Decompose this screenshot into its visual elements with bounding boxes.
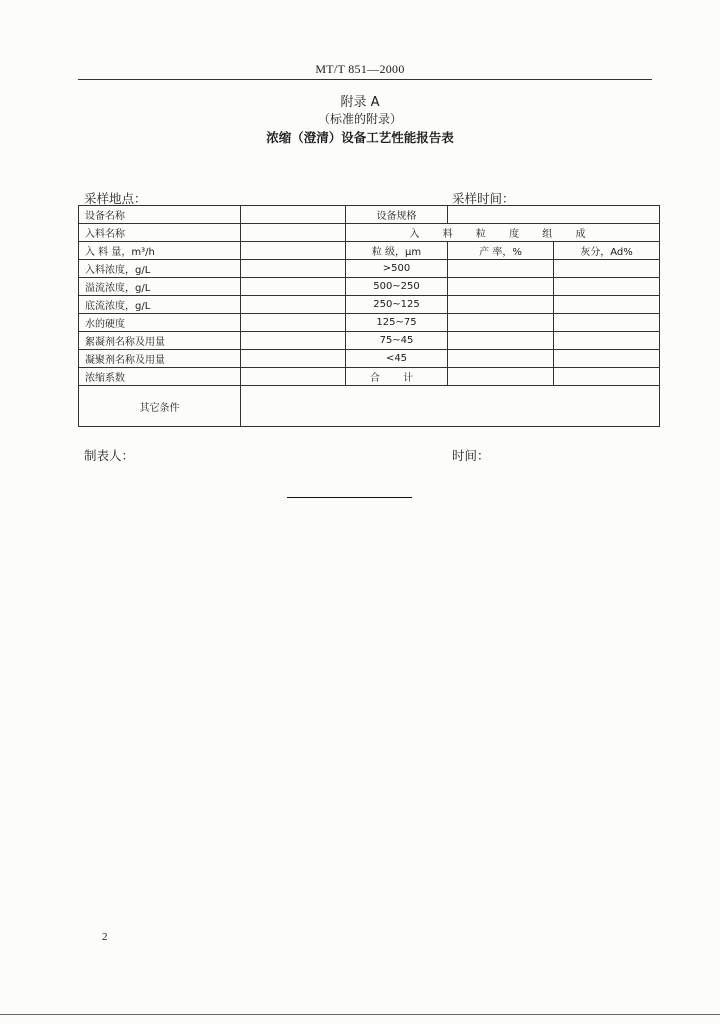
appendix-type: （标准的附录） (317, 112, 402, 126)
table-row (79, 278, 660, 296)
yield-cell (448, 314, 554, 332)
yield-cell (448, 332, 554, 350)
feed-size-composition-text: 入 料 粒 度 组 成 (409, 229, 596, 240)
value-equipment-spec (448, 206, 660, 224)
table-row (79, 296, 660, 314)
bottom-edge-rule (0, 1014, 720, 1015)
row-value (241, 260, 346, 278)
row-label: 浓缩系数 (79, 368, 241, 386)
size-class: 75~45 (346, 332, 448, 350)
row-value (241, 278, 346, 296)
prepared-by-label: 制表人： (84, 448, 135, 463)
row-label: 絮凝剂名称及用量 (79, 332, 241, 350)
value-equipment-name (241, 206, 346, 224)
yield-cell (448, 368, 554, 386)
table-row (79, 332, 660, 350)
process-performance-table (78, 205, 660, 427)
column-header-size: 粒 级，μm (346, 242, 448, 260)
column-header-ash: 灰分，Ad% (554, 242, 660, 260)
label-equipment-spec: 设备规格 (346, 206, 448, 224)
row-value (241, 368, 346, 386)
row-label: 入料浓度，g/L (79, 260, 241, 278)
row-label: 底流浓度，g/L (79, 296, 241, 314)
ash-cell (554, 368, 660, 386)
table-row (79, 206, 660, 224)
yield-cell (448, 296, 554, 314)
row-label: 凝聚剂名称及用量 (79, 350, 241, 368)
date-label: 时间： (452, 448, 490, 463)
size-class: 500~250 (346, 278, 448, 296)
table-row (79, 260, 660, 278)
table-row (79, 242, 660, 260)
row-value (241, 296, 346, 314)
header-rule (78, 79, 652, 80)
row-value (241, 314, 346, 332)
ash-cell (554, 278, 660, 296)
label-equipment-name: 设备名称 (79, 206, 241, 224)
form-title: 浓缩（澄清）设备工艺性能报告表 (266, 130, 454, 145)
label-other-conditions: 其它条件 (79, 386, 241, 427)
sampling-site-label: 采样地点： (84, 191, 147, 206)
size-class: 125~75 (346, 314, 448, 332)
size-class: >500 (346, 260, 448, 278)
ash-cell (554, 296, 660, 314)
table-row (79, 224, 660, 242)
value-feed-volume (241, 242, 346, 260)
row-value (241, 332, 346, 350)
label-feed-name: 入料名称 (79, 224, 241, 242)
page-number: 2 (102, 931, 108, 943)
table-row (79, 350, 660, 368)
row-label: 溢流浓度，g/L (79, 278, 241, 296)
yield-cell (448, 278, 554, 296)
size-total-text: 合 计 (369, 373, 424, 384)
yield-cell (448, 350, 554, 368)
size-class: <45 (346, 350, 448, 368)
ash-cell (554, 332, 660, 350)
ash-cell (554, 350, 660, 368)
yield-cell (448, 260, 554, 278)
value-other-conditions (241, 386, 660, 427)
row-label: 水的硬度 (79, 314, 241, 332)
feed-size-composition-header (346, 224, 660, 242)
row-value (241, 350, 346, 368)
appendix-title: 附录 A (340, 95, 380, 110)
size-total (346, 368, 448, 386)
ash-cell (554, 314, 660, 332)
table-row (79, 368, 660, 386)
table-row (79, 386, 660, 427)
value-feed-name (241, 224, 346, 242)
table-row (79, 314, 660, 332)
column-header-yield: 产 率，% (448, 242, 554, 260)
ash-cell (554, 260, 660, 278)
label-feed-volume: 入 料 量，m³/h (79, 242, 241, 260)
size-class: 250~125 (346, 296, 448, 314)
end-rule (287, 497, 412, 498)
sampling-time-label: 采样时间： (452, 191, 515, 206)
standard-code: MT/T 851—2000 (315, 62, 405, 76)
